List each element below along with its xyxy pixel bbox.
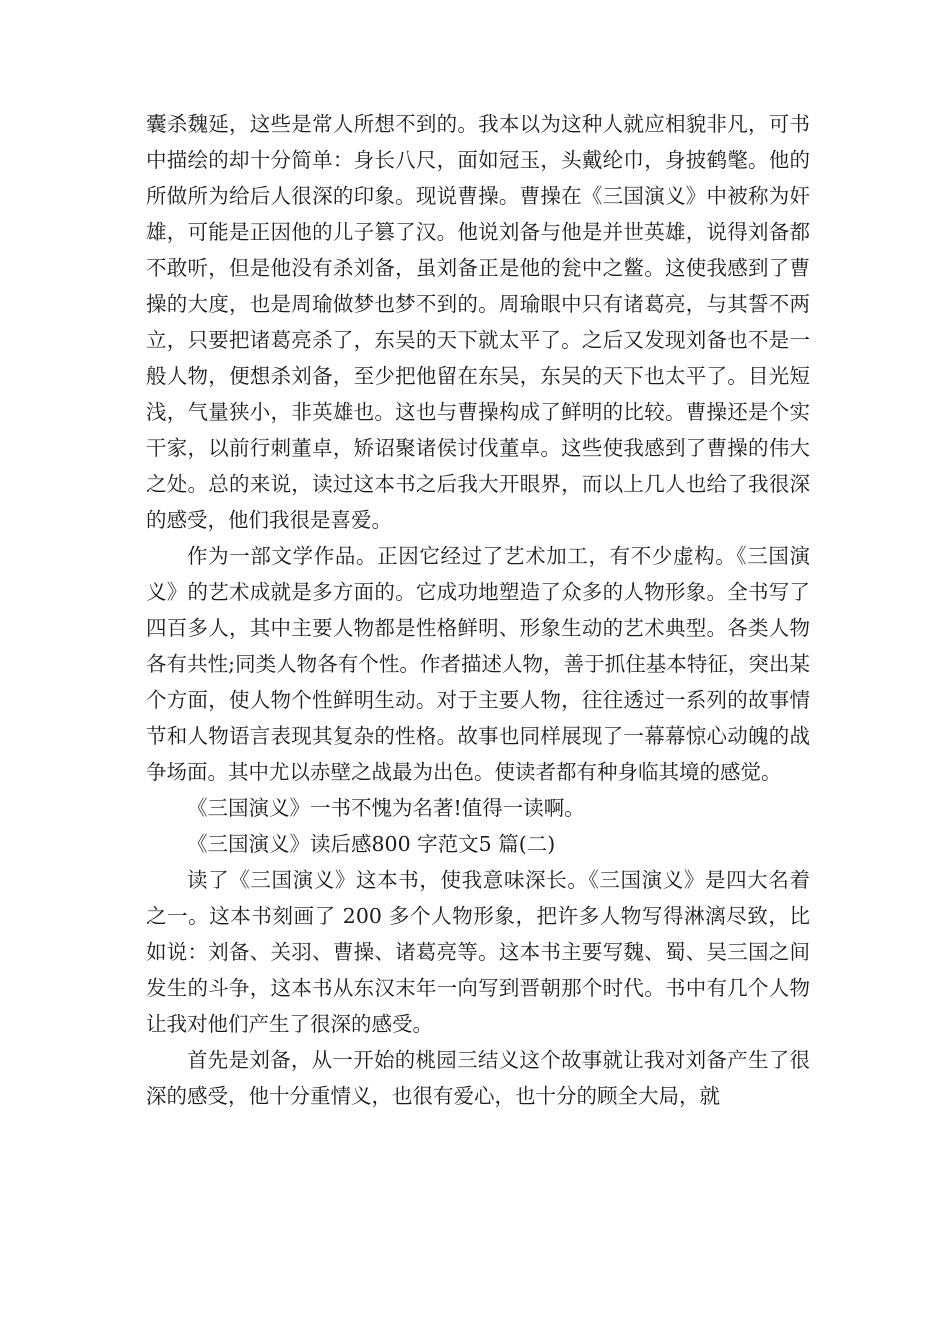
paragraph-intro: 读了《三国演义》这本书，使我意味深长。《三国演义》是四大名着之一。这本书刻画了 200 多个人物形象，把许多人物写得淋漓尽致，比如说：刘备、关羽、曹操、诸葛亮等。这本书主要写魏、蜀、吴三国之间发生的斗争，这本书从东汉末年一向写到晋朝那个时代。书中有几个人物让我对他们产生了很深的感受。: [146, 868, 810, 1036]
paragraph-continuation: 囊杀魏延，这些是常人所想不到的。我本以为这种人就应相貌非凡，可书中描绘的却十分简单：身长八尺，面如冠玉，头戴纶巾，身披鹤氅。他的所做所为给后人很深的印象。现说曹操。曹操在《三国演义》中被称为奸雄，可能是正因他的儿子篡了汉。他说刘备与他是并世英雄，说得刘备都不敢听，但是他没有杀刘备，虽刘备正是他的瓮中之鳖。这使我感到了曹操的大度，也是周瑜做梦也梦不到的。周瑜眼中只有诸葛亮，与其誓不两立，只要把诸葛亮杀了，东吴的天下就太平了。之后又发现刘备也不是一般人物，便想杀刘备，至少把他留在东吴，东吴的天下也太平了。目光短浅，气量狭小，非英雄也。这也与曹操构成了鲜明的比较。曹操还是个实干家，以前行刺董卓，矫诏聚诸侯讨伐董卓。这些使我感到了曹操的伟大之处。总的来说，读过这本书之后我大开眼界，而以上几人也给了我很深的感受，他们我很是喜爱。: [146, 112, 810, 532]
paragraph-literary-analysis: 作为一部文学作品。正因它经过了艺术加工，有不少虚构。《三国演义》的艺术成就是多方面的。它成功地塑造了众多的人物形象。全书写了四百多人，其中主要人物都是性格鲜明、形象生动的艺术典型。各类人物各有共性;同类人物各有个性。作者描述人物，善于抓住基本特征，突出某个方面，使人物个性鲜明生动。对于主要人物，往往透过一系列的故事情节和人物语言表现其复杂的性格。故事也同样展现了一幕幕惊心动魄的战争场面。其中尤以赤壁之战最为出色。使读者都有种身临其境的感觉。: [146, 544, 810, 784]
section-heading: 《三国演义》读后感800 字范文5 篇(二): [187, 832, 556, 856]
paragraph-conclusion: 《三国演义》一书不愧为名著!值得一读啊。: [187, 796, 585, 820]
document-body: [146, 106, 810, 1114]
paragraph-liu-bei: 首先是刘备，从一开始的桃园三结义这个故事就让我对刘备产生了很深的感受，他十分重情义，也很有爱心，也十分的顾全大局，就: [146, 1048, 810, 1108]
